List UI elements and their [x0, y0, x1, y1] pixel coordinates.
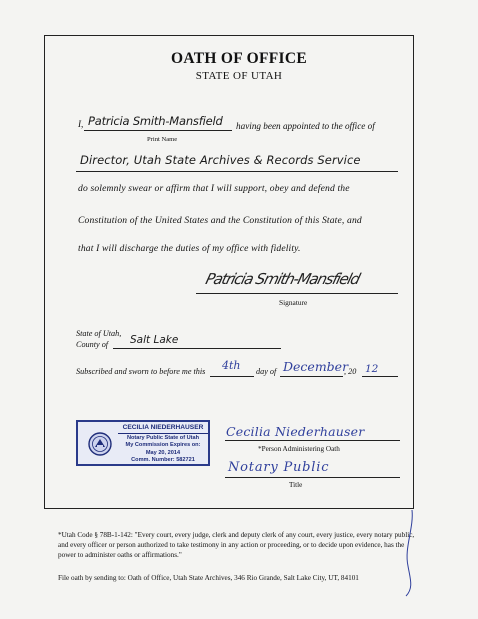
handwritten-year: 12: [365, 363, 379, 375]
stamp-line-4: Comm. Number: 582721: [131, 457, 195, 464]
handwritten-month: December: [283, 359, 349, 374]
oath-line-3: that I will discharge the duties of my office with fidelity.: [78, 243, 301, 254]
year-underline: [362, 376, 398, 377]
handwritten-day: 4th: [222, 359, 241, 372]
stamp-line-1: Notary Public State of Utah: [126, 434, 200, 441]
county-label: County of: [76, 340, 109, 349]
pen-stroke-mark: [390, 508, 420, 598]
signature-label: Signature: [279, 298, 308, 307]
name-underline: [84, 130, 232, 131]
document-subtitle: STATE OF UTAH: [195, 70, 283, 82]
day-of-label: day of: [256, 367, 277, 376]
office-underline: [76, 171, 398, 172]
title-underline: [225, 477, 400, 478]
handwritten-county: Salt Lake: [130, 334, 179, 346]
state-seal-icon: [88, 432, 112, 456]
statute-footnote: *Utah Code § 78B-1-142: "Every court, every judge, clerk and deputy clerk of any court, every justice, every notary public, and every officer or person authorized to take testimony in any action or proceeding, or to decide upon evidence, has the power to administer oaths or affirmations.": [58, 531, 415, 559]
stamp-line-2: My Commission Expires on:: [125, 442, 201, 449]
signature-underline: [196, 293, 398, 294]
notary-stamp: [76, 420, 210, 466]
oath-line-2: Constitution of the United States and the Constitution of this State, and: [78, 215, 362, 226]
handwritten-administrator-signature: Cecilia Niederhauser: [226, 424, 365, 439]
year-prefix: , 20: [344, 367, 357, 376]
print-name-label: Print Name: [147, 136, 178, 143]
stamp-line-3: May 20, 2014: [145, 449, 181, 456]
handwritten-name: Patricia Smith-Mansfield: [88, 114, 223, 128]
oath-line-1: do solemnly swear or affirm that I will support, obey and defend the: [78, 183, 350, 194]
county-underline: [113, 348, 281, 349]
filing-instructions: File oath by sending to: Oath of Office, Utah State Archives, 346 Rio Grande, Salt Lake City, UT, 84101: [58, 574, 359, 582]
month-underline: [280, 376, 343, 377]
day-underline: [210, 376, 254, 377]
handwritten-signature: Patricia Smith-Mansfield: [203, 270, 362, 288]
pronoun-i: I,: [78, 119, 84, 129]
administrator-underline: [225, 440, 400, 441]
subscribed-text: Subscribed and sworn to before me this: [76, 367, 206, 376]
stamp-text-block: [118, 424, 208, 465]
stamp-notary-name: CECILIA NIEDERHAUSER: [118, 424, 208, 434]
document-title: OATH OF OFFICE: [171, 50, 307, 67]
administrator-label: *Person Administering Oath: [258, 445, 340, 453]
state-label: State of Utah,: [76, 329, 122, 338]
appointed-text: having been appointed to the office of: [236, 121, 375, 131]
handwritten-office: Director, Utah State Archives & Records Service: [80, 153, 361, 167]
title-label: Title: [289, 481, 303, 489]
handwritten-title: Notary Public: [228, 460, 330, 475]
